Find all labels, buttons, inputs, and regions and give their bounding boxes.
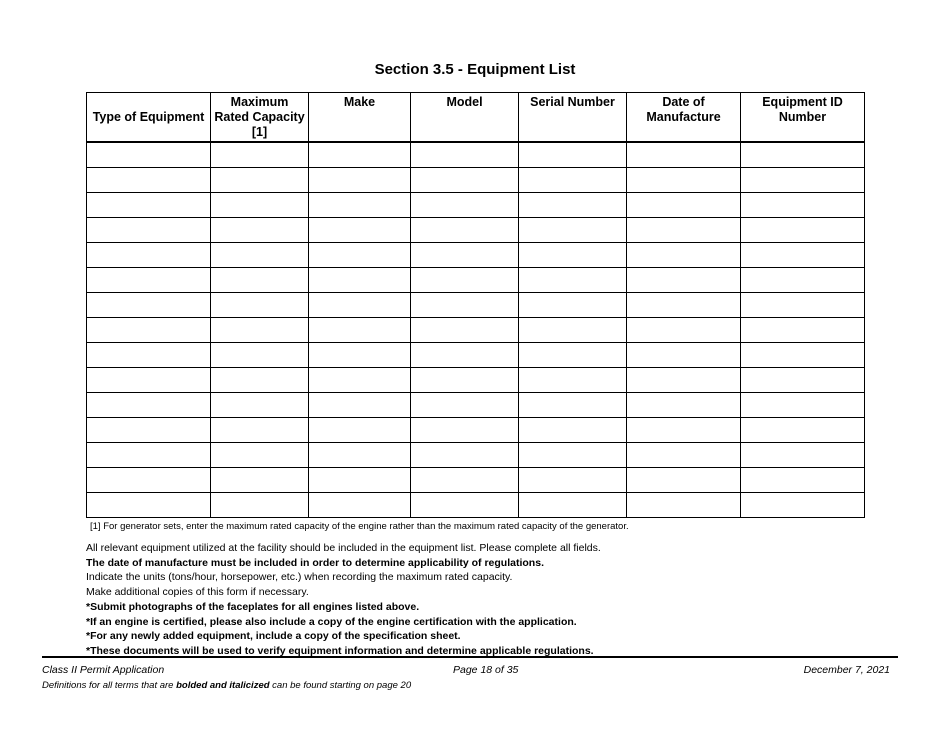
table-cell[interactable] <box>309 142 411 168</box>
table-cell[interactable] <box>519 193 627 218</box>
header-serial-number: Serial Number <box>519 93 627 143</box>
table-cell[interactable] <box>741 268 865 293</box>
table-row <box>87 218 865 243</box>
table-cell[interactable] <box>741 168 865 193</box>
table-cell[interactable] <box>211 243 309 268</box>
table-cell[interactable] <box>87 193 211 218</box>
table-cell[interactable] <box>87 168 211 193</box>
table-cell[interactable] <box>211 368 309 393</box>
table-cell[interactable] <box>411 368 519 393</box>
table-cell[interactable] <box>627 418 741 443</box>
table-cell[interactable] <box>519 468 627 493</box>
table-cell[interactable] <box>411 318 519 343</box>
table-cell[interactable] <box>519 318 627 343</box>
table-cell[interactable] <box>211 493 309 518</box>
table-cell[interactable] <box>627 268 741 293</box>
footer-page-number: Page 18 of 35 <box>453 664 519 676</box>
table-row <box>87 168 865 193</box>
table-cell[interactable] <box>309 243 411 268</box>
table-cell[interactable] <box>309 318 411 343</box>
table-cell[interactable] <box>411 268 519 293</box>
table-cell[interactable] <box>211 293 309 318</box>
table-cell[interactable] <box>309 368 411 393</box>
table-cell[interactable] <box>627 218 741 243</box>
table-cell[interactable] <box>211 218 309 243</box>
table-cell[interactable] <box>87 268 211 293</box>
table-cell[interactable] <box>211 443 309 468</box>
table-cell[interactable] <box>627 243 741 268</box>
table-cell[interactable] <box>211 268 309 293</box>
table-cell[interactable] <box>519 268 627 293</box>
table-cell[interactable] <box>741 218 865 243</box>
table-cell[interactable] <box>211 168 309 193</box>
table-cell[interactable] <box>741 368 865 393</box>
table-cell[interactable] <box>211 418 309 443</box>
table-cell[interactable] <box>519 293 627 318</box>
table-cell[interactable] <box>411 393 519 418</box>
table-cell[interactable] <box>211 468 309 493</box>
table-cell[interactable] <box>741 443 865 468</box>
table-cell[interactable] <box>519 343 627 368</box>
table-cell[interactable] <box>741 418 865 443</box>
table-cell[interactable] <box>519 393 627 418</box>
table-cell[interactable] <box>627 493 741 518</box>
table-cell[interactable] <box>309 343 411 368</box>
table-cell[interactable] <box>87 443 211 468</box>
table-cell[interactable] <box>741 343 865 368</box>
table-cell[interactable] <box>411 168 519 193</box>
table-header-row <box>87 93 865 143</box>
table-cell[interactable] <box>211 343 309 368</box>
table-cell[interactable] <box>411 218 519 243</box>
table-cell[interactable] <box>519 368 627 393</box>
header-maximum-rated-capacity: Maximum Rated Capacity [1] <box>211 93 309 143</box>
table-cell[interactable] <box>741 393 865 418</box>
table-cell[interactable] <box>519 243 627 268</box>
header-date-of-manufacture: Date of Manufacture <box>627 93 741 143</box>
table-cell[interactable] <box>627 318 741 343</box>
table-cell[interactable] <box>87 343 211 368</box>
note-line: Make additional copies of this form if necessary. <box>86 586 309 599</box>
table-cell[interactable] <box>519 218 627 243</box>
capacity-footnote: [1] For generator sets, enter the maximum rated capacity of the engine rather than the maximum rated capacity of the generator. <box>90 521 629 532</box>
header-make: Make <box>309 93 411 143</box>
table-row <box>87 268 865 293</box>
table-cell[interactable] <box>627 343 741 368</box>
table-row <box>87 393 865 418</box>
table-cell[interactable] <box>627 443 741 468</box>
table-cell[interactable] <box>411 343 519 368</box>
table-cell[interactable] <box>741 142 865 168</box>
header-equipment-id-number: Equipment ID Number <box>741 93 865 143</box>
table-cell[interactable] <box>411 243 519 268</box>
table-cell[interactable] <box>309 268 411 293</box>
table-row <box>87 468 865 493</box>
table-row <box>87 193 865 218</box>
equipment-table-body <box>87 142 865 518</box>
instructions-notes <box>86 541 601 659</box>
table-cell[interactable] <box>211 318 309 343</box>
definitions-emphasis: bolded and italicized <box>176 680 270 691</box>
table-cell[interactable] <box>519 443 627 468</box>
table-cell[interactable] <box>741 468 865 493</box>
table-cell[interactable] <box>87 468 211 493</box>
table-cell[interactable] <box>309 193 411 218</box>
table-row <box>87 142 865 168</box>
table-row <box>87 243 865 268</box>
table-cell[interactable] <box>519 418 627 443</box>
note-line: All relevant equipment utilized at the facility should be included in the equipment list. Please complete all fields. <box>86 542 601 554</box>
table-cell[interactable] <box>411 193 519 218</box>
table-cell[interactable] <box>309 293 411 318</box>
table-cell[interactable] <box>741 493 865 518</box>
note-line: *Submit photographs of the faceplates for all engines listed above. <box>86 600 420 613</box>
table-cell[interactable] <box>309 443 411 468</box>
table-cell[interactable] <box>519 142 627 168</box>
table-cell[interactable] <box>741 243 865 268</box>
table-cell[interactable] <box>519 493 627 518</box>
table-cell[interactable] <box>309 418 411 443</box>
equipment-table <box>86 92 865 518</box>
header-model: Model <box>411 93 519 143</box>
table-cell[interactable] <box>309 468 411 493</box>
table-cell[interactable] <box>87 418 211 443</box>
table-row <box>87 368 865 393</box>
table-cell[interactable] <box>87 243 211 268</box>
table-cell[interactable] <box>309 218 411 243</box>
table-cell[interactable] <box>87 493 211 518</box>
table-row <box>87 493 865 518</box>
table-cell[interactable] <box>741 193 865 218</box>
definitions-suffix: can be found starting on page 20 <box>269 680 412 691</box>
table-row <box>87 343 865 368</box>
table-cell[interactable] <box>411 493 519 518</box>
footer-definitions-note <box>42 680 411 691</box>
table-cell[interactable] <box>741 318 865 343</box>
table-cell[interactable] <box>211 142 309 168</box>
table-cell[interactable] <box>627 193 741 218</box>
table-cell[interactable] <box>411 418 519 443</box>
note-line: *These documents will be used to verify equipment information and determine applicable regulations. <box>86 644 594 657</box>
table-cell[interactable] <box>87 218 211 243</box>
table-cell[interactable] <box>87 368 211 393</box>
table-cell[interactable] <box>309 393 411 418</box>
table-cell[interactable] <box>309 493 411 518</box>
table-cell[interactable] <box>87 142 211 168</box>
note-line: *For any newly added equipment, include a copy of the specification sheet. <box>86 630 461 643</box>
table-row <box>87 293 865 318</box>
table-cell[interactable] <box>411 142 519 168</box>
footer-date: December 7, 2021 <box>803 664 890 676</box>
table-cell[interactable] <box>309 168 411 193</box>
table-cell[interactable] <box>411 443 519 468</box>
page-title: Section 3.5 - Equipment List <box>374 61 576 78</box>
note-line: The date of manufacture must be included in order to determine applicability of regulations. <box>86 556 544 569</box>
table-cell[interactable] <box>627 368 741 393</box>
table-row <box>87 443 865 468</box>
table-cell[interactable] <box>627 468 741 493</box>
table-cell[interactable] <box>627 168 741 193</box>
table-cell[interactable] <box>87 318 211 343</box>
table-row <box>87 418 865 443</box>
table-cell[interactable] <box>627 293 741 318</box>
table-cell[interactable] <box>411 468 519 493</box>
table-cell[interactable] <box>87 293 211 318</box>
definitions-prefix: Definitions for all terms that are <box>42 680 177 691</box>
table-row <box>87 318 865 343</box>
table-cell[interactable] <box>627 142 741 168</box>
table-cell[interactable] <box>211 193 309 218</box>
table-cell[interactable] <box>411 293 519 318</box>
header-type-of-equipment: Type of Equipment <box>87 93 211 143</box>
footer-document-title: Class II Permit Application <box>42 664 165 676</box>
table-cell[interactable] <box>87 393 211 418</box>
note-line: Indicate the units (tons/hour, horsepower, etc.) when recording the maximum rated capacity. <box>86 571 513 584</box>
footer-divider <box>42 656 898 658</box>
table-cell[interactable] <box>211 393 309 418</box>
table-cell[interactable] <box>627 393 741 418</box>
note-line: *If an engine is certified, please also include a copy of the engine certification with the application. <box>86 615 577 628</box>
table-cell[interactable] <box>741 293 865 318</box>
table-cell[interactable] <box>519 168 627 193</box>
